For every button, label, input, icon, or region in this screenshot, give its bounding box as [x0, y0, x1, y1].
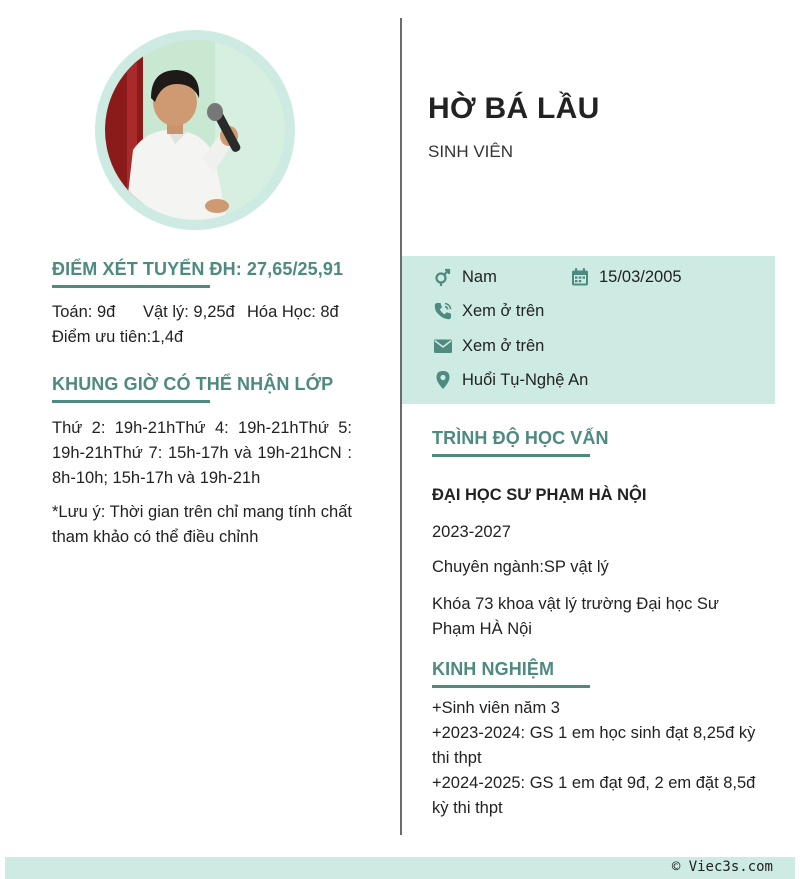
education-school: ĐẠI HỌC SƯ PHẠM HÀ NỘI: [432, 486, 647, 504]
education-years: 2023-2027: [432, 523, 511, 541]
subject-scores: [52, 300, 339, 325]
map-pin-icon: [432, 369, 454, 391]
phone-icon: [432, 300, 454, 322]
experience-item: +Sinh viên năm 3: [432, 699, 560, 717]
physics-score: Vật lý: 9,25đ: [143, 303, 235, 321]
gender-icon: [432, 266, 454, 288]
avatar: [105, 40, 285, 220]
candidate-name: HỜ BÁ LẦU: [428, 92, 600, 125]
schedule-title: KHUNG GIỜ CÓ THỂ NHẬN LỚP: [52, 374, 334, 394]
column-divider: [400, 18, 402, 835]
schedule-section-header: [52, 374, 352, 403]
priority-score: Điểm ưu tiên:1,4đ: [52, 328, 184, 346]
experience-item: +2023-2024: GS 1 em học sinh đạt 8,25đ kỳ thi thpt: [432, 724, 756, 767]
education-title-underline: [432, 454, 590, 457]
candidate-role: SINH VIÊN: [428, 142, 514, 161]
address-row: [432, 369, 588, 391]
address-value: Huổi Tụ-Nghệ An: [462, 370, 589, 389]
experience-section-header: [432, 659, 590, 688]
schedule-title-underline: [52, 400, 210, 403]
scores-title: ĐIỂM XÉT TUYỂN ĐH: 27,65/25,91: [52, 259, 344, 279]
footer-bar: [5, 857, 795, 879]
chemistry-score: Hóa Học: 8đ: [247, 303, 339, 321]
email-value: Xem ở trên: [462, 336, 545, 355]
avatar-frame: [95, 30, 295, 230]
experience-title-underline: [432, 685, 590, 688]
education-title: TRÌNH ĐỘ HỌC VẤN: [432, 428, 609, 448]
phone-row: [432, 300, 544, 322]
experience-list: [432, 696, 762, 821]
email-row: [432, 335, 544, 357]
gender-value: Nam: [462, 267, 497, 286]
envelope-icon: [432, 335, 454, 357]
birthdate-row: [569, 266, 682, 288]
math-score: Toán: 9đ: [52, 303, 116, 321]
footer-copyright: © Viec3s.com: [671, 859, 773, 875]
education-course: Khóa 73 khoa vật lý trường Đại học Sư Phạm HÀ Nội: [432, 595, 719, 638]
avatar-photo: [105, 40, 285, 220]
schedule-note: *Lưu ý: Thời gian trên chỉ mang tính chất tham khảo có thể điều chỉnh: [52, 503, 352, 546]
contact-info-panel: [402, 256, 775, 404]
gender-row: [432, 266, 497, 288]
experience-title: KINH NGHIỆM: [432, 659, 555, 679]
experience-item: +2024-2025: GS 1 em đạt 9đ, 2 em đặt 8,5đ kỳ thi thpt: [432, 774, 756, 817]
education-major: Chuyên ngành:SP vật lý: [432, 558, 609, 576]
schedule-text: Thứ 2: 19h-21hThứ 4: 19h-21hThứ 5: 19h-21hThứ 7: 15h-17h và 19h-21hCN : 8h-10h; 15h-17h và 19h-21h: [52, 419, 352, 487]
scores-section-header: [52, 259, 352, 288]
scores-title-underline: [52, 285, 210, 288]
calendar-icon: [569, 266, 591, 288]
birthdate-value: 15/03/2005: [599, 267, 682, 286]
phone-value: Xem ở trên: [462, 301, 545, 320]
education-section-header: [432, 428, 609, 457]
